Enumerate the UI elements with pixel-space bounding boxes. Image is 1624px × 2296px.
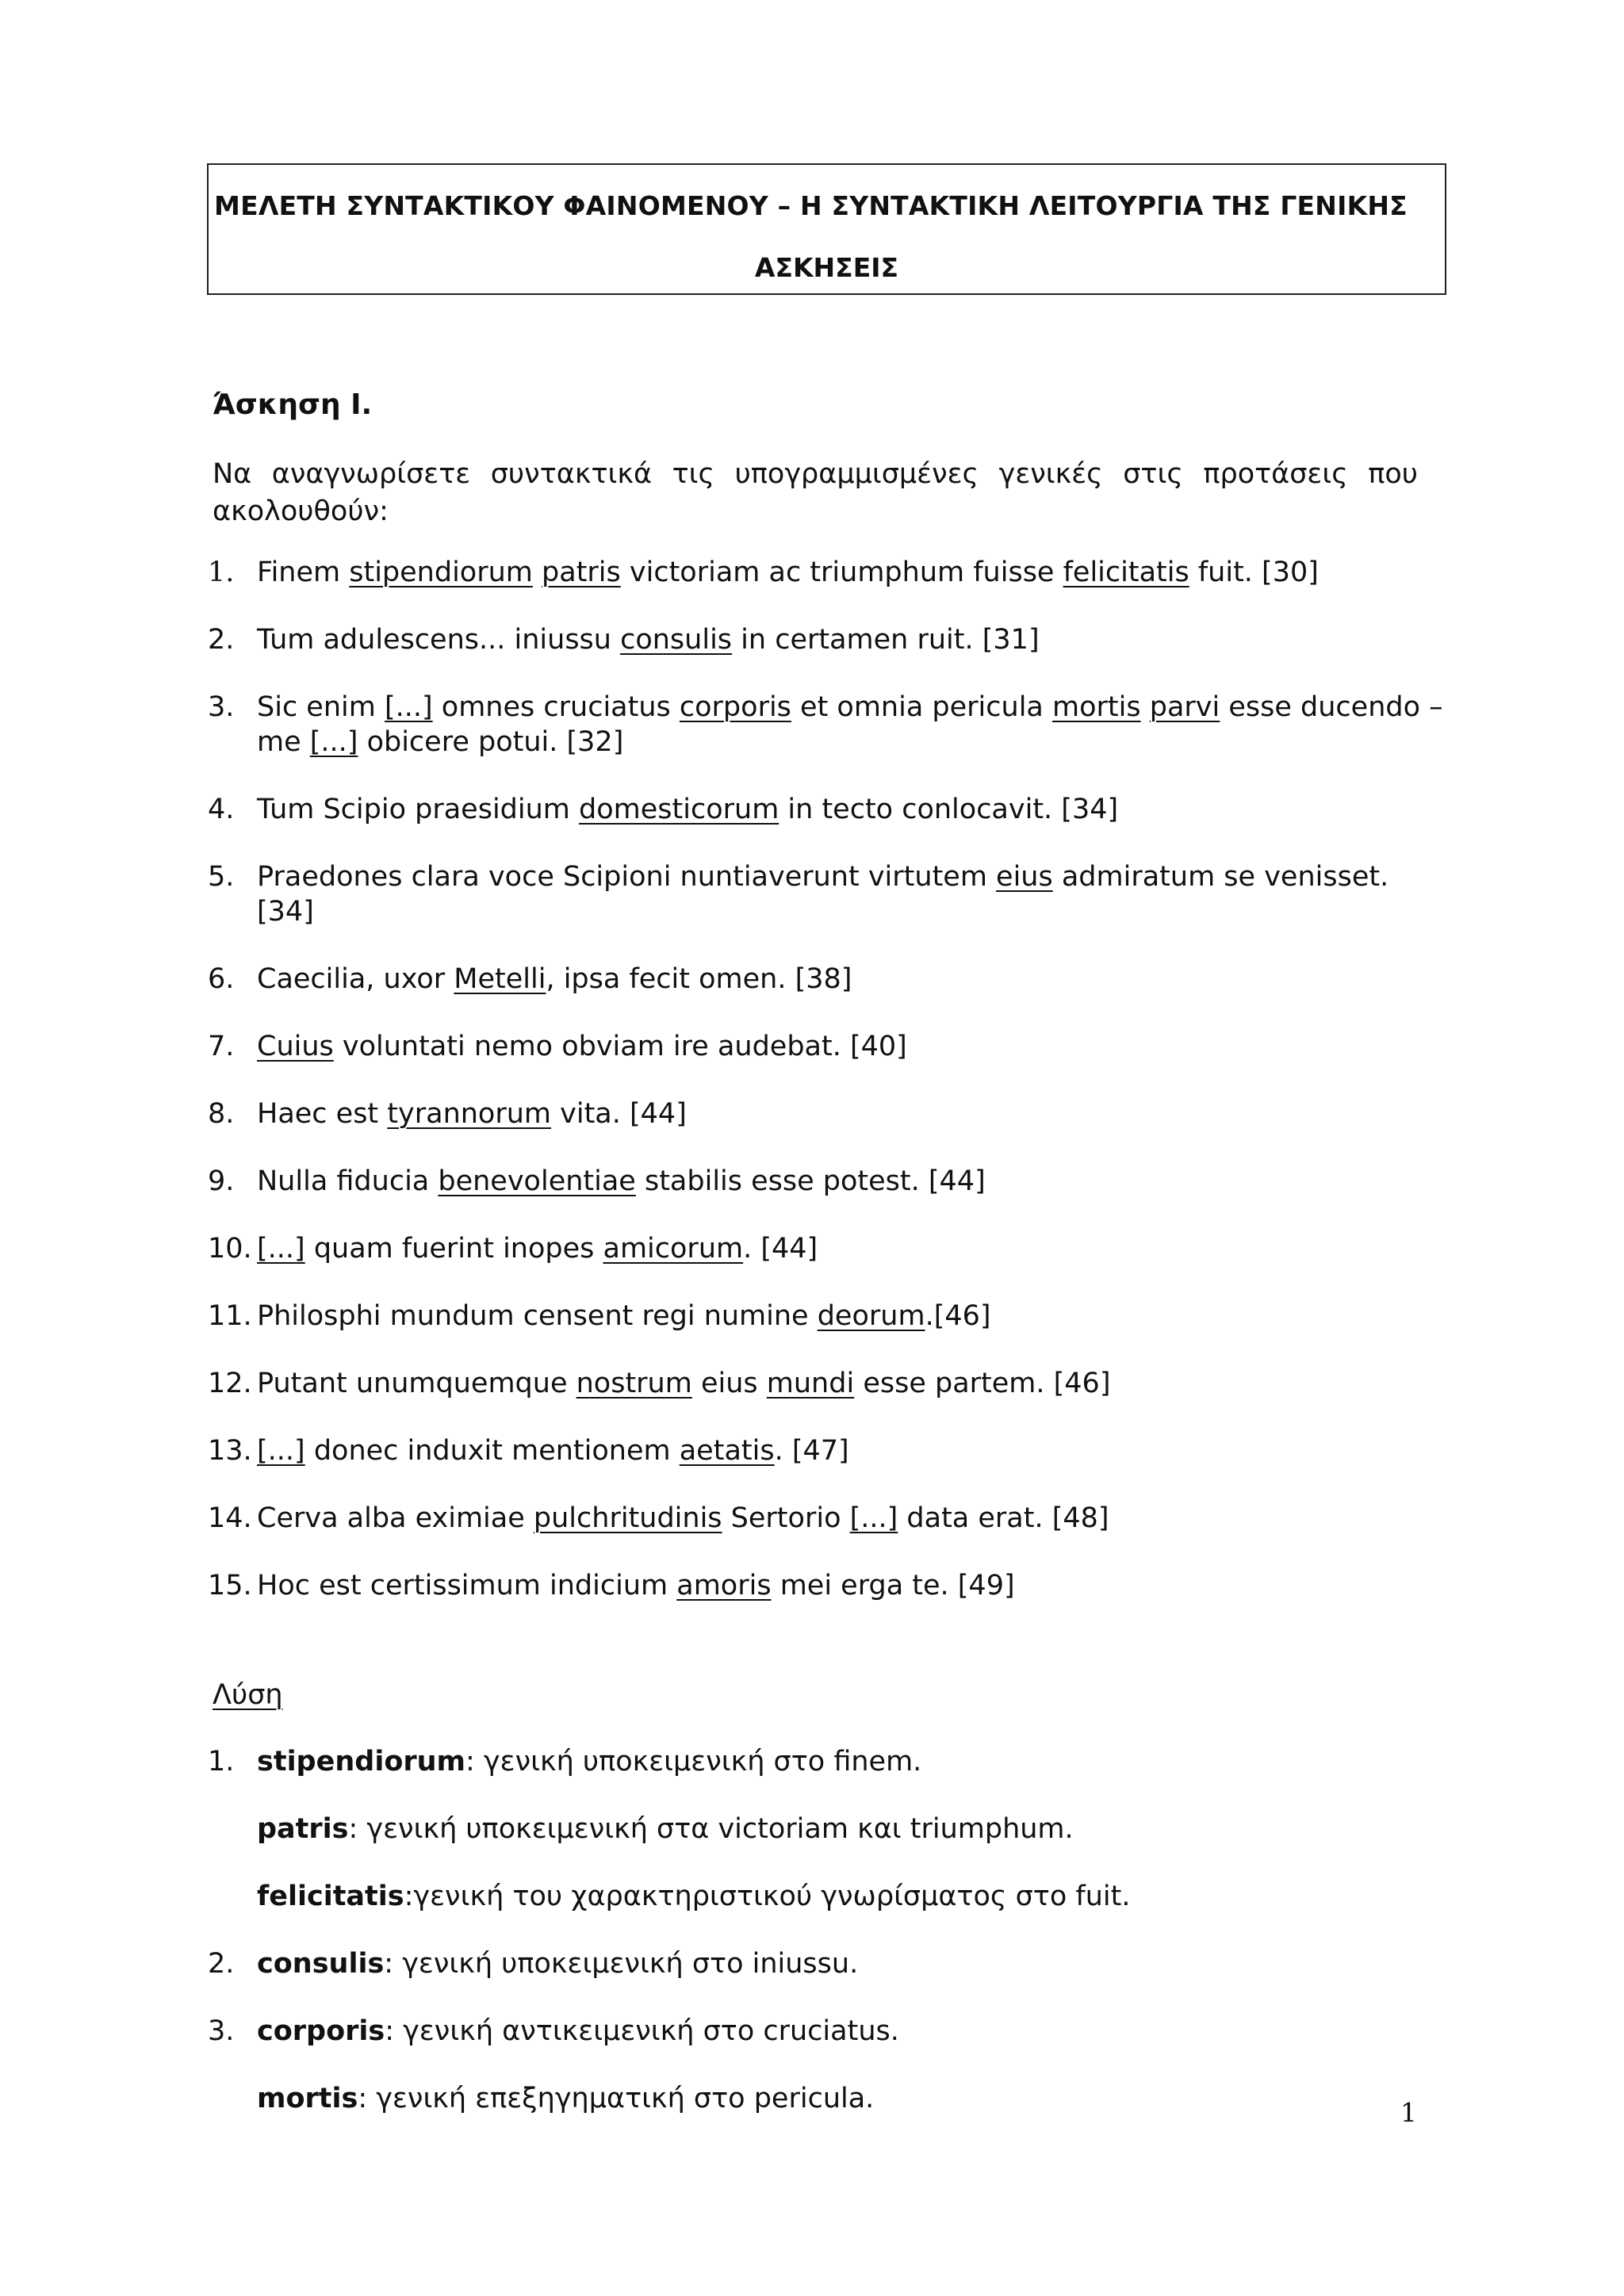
- sentence-fragment: Haec est: [257, 1098, 388, 1130]
- exercise-item-text: [257, 962, 1445, 997]
- exercise-heading: Άσκηση Ι.: [213, 388, 373, 421]
- solution-content: [257, 1879, 1445, 1914]
- solution-list: [208, 1744, 1445, 2149]
- sentence-fragment: stabilis esse potest. [44]: [635, 1165, 986, 1197]
- underlined-genitive: [...]: [849, 1502, 898, 1534]
- page-number: 1: [1400, 2097, 1417, 2128]
- sentence-fragment: Sertorio: [722, 1502, 850, 1534]
- solution-number: 3.: [208, 2015, 235, 2047]
- exercise-item-number: 11.: [208, 1300, 252, 1332]
- underlined-genitive: [...]: [384, 691, 433, 723]
- exercise-item-number: 10.: [208, 1233, 252, 1265]
- exercise-item-number: 2.: [208, 624, 235, 656]
- sentence-fragment: mei erga te. [49]: [771, 1570, 1015, 1601]
- exercise-item: [208, 555, 1445, 590]
- solution-content: [257, 2081, 1445, 2116]
- exercise-item-text: [257, 1299, 1445, 1334]
- exercise-instruction: Να αναγνωρίσετε συντακτικά τις υπογραμμισμένες γενικές στις προτάσεις που ακολουθούν:: [213, 458, 1418, 527]
- sentence-fragment: .[46]: [925, 1300, 991, 1332]
- sentence-fragment: Tum Scipio praesidium: [257, 794, 580, 825]
- solution-term: felicitatis: [257, 1881, 404, 1912]
- sentence-fragment: Caecilia, uxor: [257, 963, 454, 995]
- solution-content: [257, 1812, 1445, 1846]
- exercise-item-text: [257, 1096, 1445, 1131]
- solution-row: [208, 2014, 1445, 2081]
- exercise-item-number: 13.: [208, 1435, 252, 1467]
- exercise-item-number: 4.: [208, 794, 235, 825]
- exercise-item: [208, 1501, 1445, 1536]
- underlined-genitive: eius: [996, 861, 1053, 893]
- underlined-genitive: patris: [542, 557, 621, 588]
- exercise-item-number: 12.: [208, 1368, 252, 1399]
- underlined-genitive: Metelli: [454, 963, 546, 995]
- solution-number: 2.: [208, 1948, 235, 1980]
- solution-description: :γενική του χαρακτηριστικού γνωρίσματος στο fuit.: [404, 1881, 1131, 1912]
- exercise-item-text: [257, 622, 1445, 657]
- underlined-genitive: Cuius: [257, 1031, 334, 1062]
- underlined-genitive: amicorum: [603, 1233, 744, 1265]
- document-title: ΜΕΛΕΤΗ ΣΥΝΤΑΚΤΙΚΟΥ ΦΑΙΝΟΜΕΝΟΥ – Η ΣΥΝΤΑΚΤΙΚΗ ΛΕΙΤΟΥΡΓΙΑ ΤΗΣ ΓΕΝΙΚΗΣ: [214, 190, 1408, 221]
- sentence-fragment: admiratum se venisset. [34]: [257, 861, 1389, 928]
- underlined-genitive: amoris: [676, 1570, 772, 1601]
- underlined-genitive: [...]: [257, 1435, 305, 1467]
- solution-row: [208, 1879, 1445, 1946]
- exercise-item-text: [257, 1501, 1445, 1536]
- exercise-item: [208, 792, 1445, 827]
- sentence-fragment: Nulla fiducia: [257, 1165, 439, 1197]
- sentence-fragment: donec induxit mentionem: [304, 1435, 680, 1467]
- sentence-fragment: Tum adulescens... iniussu: [257, 624, 621, 656]
- solution-row: [208, 1744, 1445, 1812]
- underlined-genitive: parvi: [1149, 691, 1220, 723]
- underlined-genitive: tyrannorum: [387, 1098, 552, 1130]
- exercise-item-text: [257, 1164, 1445, 1199]
- solution-description: : γενική υποκειμενική στο iniussu.: [384, 1948, 859, 1980]
- solution-content: [257, 1744, 1445, 1779]
- exercise-item-text: [257, 1433, 1445, 1468]
- solution-description: : γενική υποκειμενική στο finem.: [465, 1746, 922, 1777]
- exercise-item-text: [257, 690, 1445, 760]
- sentence-fragment: omnes cruciatus: [432, 691, 680, 723]
- sentence-fragment: [1141, 691, 1150, 723]
- exercise-item: [208, 1164, 1445, 1199]
- solution-term: patris: [257, 1813, 349, 1845]
- sentence-fragment: data erat. [48]: [898, 1502, 1109, 1534]
- sentence-fragment: . [47]: [774, 1435, 849, 1467]
- sentence-fragment: Praedones clara voce Scipioni nuntiaverunt virtutem: [257, 861, 997, 893]
- solution-content: [257, 1946, 1445, 1981]
- underlined-genitive: deorum: [817, 1300, 925, 1332]
- exercise-item-text: [257, 1029, 1445, 1064]
- exercise-item-number: 7.: [208, 1031, 235, 1062]
- solution-number: 1.: [208, 1746, 235, 1777]
- underlined-genitive: pulchritudinis: [533, 1502, 722, 1534]
- document-subtitle: ΑΣΚΗΣΕΙΣ: [754, 252, 899, 283]
- exercise-item: [208, 1096, 1445, 1131]
- exercise-item-number: 8.: [208, 1098, 235, 1130]
- exercise-item: [208, 690, 1445, 760]
- underlined-genitive: stipendiorum: [349, 557, 533, 588]
- solution-description: : γενική αντικειμενική στο cruciatus.: [385, 2015, 899, 2047]
- underlined-genitive: consulis: [620, 624, 733, 656]
- sentence-fragment: Hoc est certissimum indicium: [257, 1570, 677, 1601]
- exercise-item: [208, 1231, 1445, 1266]
- exercise-item-number: 15.: [208, 1570, 252, 1601]
- sentence-fragment: esse partem. [46]: [854, 1368, 1111, 1399]
- solution-term: corporis: [257, 2015, 385, 2047]
- exercise-item: [208, 1366, 1445, 1401]
- sentence-fragment: vita. [44]: [551, 1098, 687, 1130]
- underlined-genitive: [...]: [257, 1233, 305, 1265]
- exercise-item: [208, 1299, 1445, 1334]
- sentence-fragment: voluntati nemo obviam ire audebat. [40]: [333, 1031, 907, 1062]
- exercise-item-number: 1.: [208, 557, 235, 588]
- solution-term: consulis: [257, 1948, 385, 1980]
- sentence-fragment: Putant unumquemque: [257, 1368, 576, 1399]
- exercise-item-number: 6.: [208, 963, 235, 995]
- underlined-genitive: nostrum: [576, 1368, 692, 1399]
- sentence-fragment: obicere potui. [32]: [358, 726, 624, 758]
- solution-content: [257, 2014, 1445, 2049]
- exercise-item: [208, 1568, 1445, 1603]
- sentence-fragment: quam fuerint inopes: [304, 1233, 603, 1265]
- underlined-genitive: aetatis: [679, 1435, 775, 1467]
- underlined-genitive: mundi: [766, 1368, 855, 1399]
- underlined-genitive: [...]: [309, 726, 358, 758]
- title-box: [207, 163, 1446, 295]
- exercise-item-text: [257, 555, 1445, 590]
- solution-title: Λύση: [213, 1679, 283, 1711]
- underlined-genitive: domesticorum: [579, 794, 779, 825]
- exercise-item: [208, 1433, 1445, 1468]
- sentence-fragment: victoriam ac triumphum fuisse: [620, 557, 1063, 588]
- sentence-fragment: Cerva alba eximiae: [257, 1502, 534, 1534]
- sentence-fragment: [533, 557, 542, 588]
- sentence-fragment: fuit. [30]: [1189, 557, 1319, 588]
- solution-description: : γενική επεξηγηματική στο pericula.: [358, 2083, 875, 2114]
- sentence-fragment: Philosphi mundum censent regi numine: [257, 1300, 818, 1332]
- underlined-genitive: benevolentiae: [438, 1165, 636, 1197]
- solution-description: : γενική υποκειμενική στα victoriam και triumphum.: [348, 1813, 1074, 1845]
- sentence-fragment: esse ducendo – me: [257, 691, 1443, 758]
- sentence-fragment: eius: [691, 1368, 767, 1399]
- sentence-fragment: in certamen ruit. [31]: [732, 624, 1040, 656]
- exercise-item-number: 14.: [208, 1502, 252, 1534]
- underlined-genitive: mortis: [1052, 691, 1141, 723]
- sentence-fragment: . [44]: [743, 1233, 818, 1265]
- solution-row: [208, 2081, 1445, 2149]
- exercise-list: [208, 555, 1445, 1636]
- sentence-fragment: in tecto conlocavit. [34]: [779, 794, 1119, 825]
- solution-term: stipendiorum: [257, 1746, 466, 1777]
- exercise-item: [208, 962, 1445, 997]
- exercise-item-number: 9.: [208, 1165, 235, 1197]
- solution-row: [208, 1812, 1445, 1879]
- solution-row: [208, 1946, 1445, 2014]
- exercise-item-text: [257, 792, 1445, 827]
- exercise-item-text: [257, 1568, 1445, 1603]
- solution-term: mortis: [257, 2083, 358, 2114]
- exercise-item-text: [257, 1366, 1445, 1401]
- exercise-item-number: 3.: [208, 691, 235, 723]
- sentence-fragment: et omnia pericula: [791, 691, 1053, 723]
- exercise-item: [208, 859, 1445, 929]
- sentence-fragment: Sic enim: [257, 691, 385, 723]
- sentence-fragment: Finem: [257, 557, 350, 588]
- exercise-item-text: [257, 859, 1445, 929]
- exercise-item: [208, 1029, 1445, 1064]
- underlined-genitive: corporis: [679, 691, 791, 723]
- sentence-fragment: , ipsa fecit omen. [38]: [546, 963, 852, 995]
- underlined-genitive: felicitatis: [1063, 557, 1189, 588]
- exercise-item: [208, 622, 1445, 657]
- exercise-item-number: 5.: [208, 861, 235, 893]
- exercise-item-text: [257, 1231, 1445, 1266]
